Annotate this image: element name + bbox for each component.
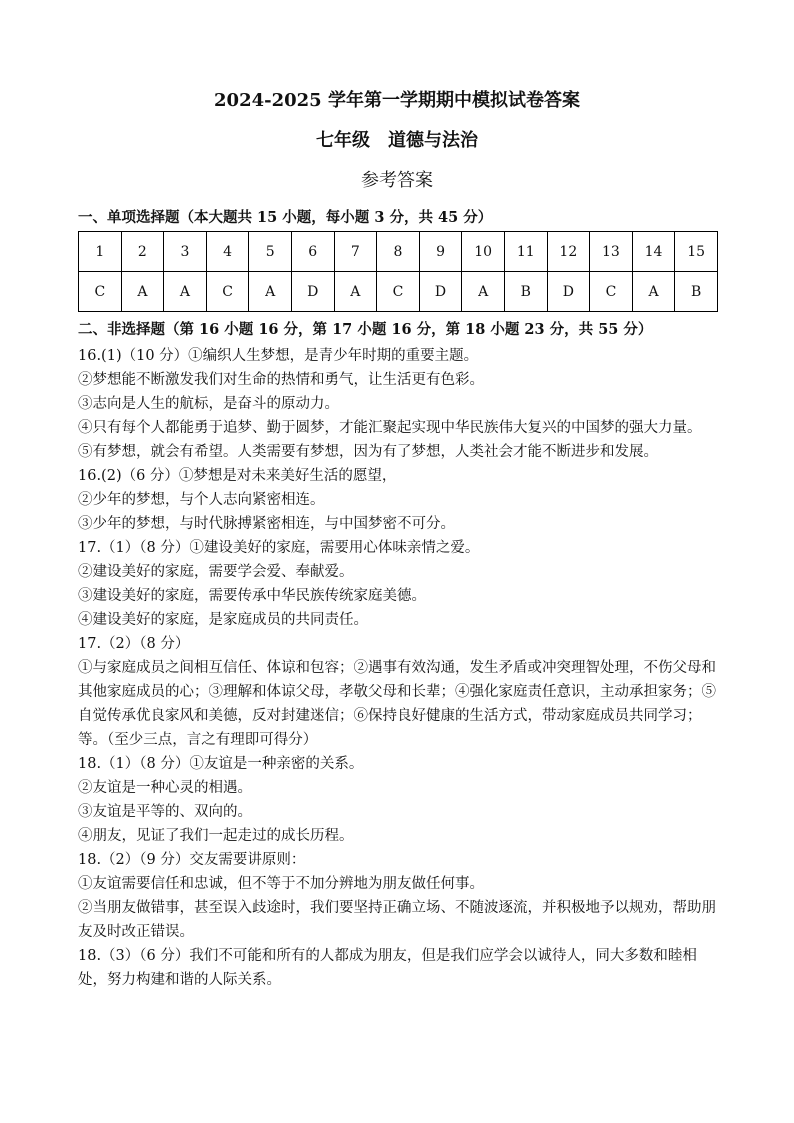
answer-line: 17.（2）（8 分） (78, 636, 190, 652)
answer-cell: A (462, 272, 505, 312)
answer-cell: B (504, 272, 547, 312)
answer-cell: A (249, 272, 292, 312)
answer-cell: C (377, 272, 420, 312)
answer-table (78, 231, 718, 312)
answer-cell: C (206, 272, 249, 312)
answer-cell: D (291, 272, 334, 312)
answer-line: ②当朋友做错事，甚至误入歧途时，我们要坚持正确立场、不随波逐流，并积极地予以规劝，帮助朋友及时改正错误。 (78, 900, 716, 940)
answer-line: ③少年的梦想，与时代脉搏紧密相连，与中国梦密不可分。 (78, 516, 455, 532)
answer-cell: C (590, 272, 633, 312)
question-number: 7 (334, 232, 377, 272)
answer-line: ②梦想能不断激发我们对生命的热情和勇气，让生活更有色彩。 (78, 372, 484, 388)
section-heading-nonchoice: 二、非选择题（第 16 小题 16 分，第 17 小题 16 分，第 18 小题 23 分，共 55 分） (78, 321, 653, 338)
answer-cell: B (675, 272, 718, 312)
question-number: 1 (79, 232, 122, 272)
question-number: 10 (462, 232, 505, 272)
question-number: 9 (419, 232, 462, 272)
answer-line: ④朋友，见证了我们一起走过的成长历程。 (78, 828, 354, 844)
answer-line: ④只有每个人都能勇于追梦、勤于圆梦，才能汇聚起实现中华民族伟大复兴的中国梦的强大力量。 (78, 420, 702, 436)
question-number: 13 (590, 232, 633, 272)
answer-line: ③友谊是平等的、双向的。 (78, 804, 252, 820)
document-subtitle: 七年级 道德与法治 (316, 130, 478, 151)
question-number: 6 (291, 232, 334, 272)
answer-line: ②少年的梦想，与个人志向紧密相连。 (78, 492, 325, 508)
question-number: 4 (206, 232, 249, 272)
answer-line: ⑤有梦想，就会有希望。人类需要有梦想，因为有了梦想，人类社会才能不断进步和发展。 (78, 444, 658, 460)
answer-line: 18.（1）（8 分）①友谊是一种亲密的关系。 (78, 756, 364, 772)
answer-line: 18.（3）（6 分）我们不可能和所有的人都成为朋友，但是我们应学会以诚待人，同大多数和睦相处，努力构建和谐的人际关系。 (78, 948, 697, 988)
answer-row (79, 272, 718, 312)
question-number: 11 (504, 232, 547, 272)
question-number: 8 (377, 232, 420, 272)
answer-cell: D (547, 272, 590, 312)
question-number-row (79, 232, 718, 272)
answer-cell: D (419, 272, 462, 312)
document-title: 2024-2025 学年第一学期期中模拟试卷答案 (214, 90, 580, 111)
document-subtitle-answers: 参考答案 (361, 170, 433, 191)
answer-line: ①友谊需要信任和忠诚，但不等于不加分辨地为朋友做任何事。 (78, 876, 484, 892)
answer-line: ③志向是人生的航标，是奋斗的原动力。 (78, 396, 339, 412)
answer-line: ①与家庭成员之间相互信任、体谅和包容；②遇事有效沟通，发生矛盾或冲突理智处理，不伤父母和其他家庭成员的心；③理解和体谅父母，孝敬父母和长辈；④强化家庭责任意识，主动承担家务；⑤自觉传承优良家风和美德，反对封建迷信；⑥保持良好健康的生活方式，带动家庭成员共同学习；等。（至少三点，言之有理即可得分） (78, 660, 716, 748)
answer-line: 16.(2)（6 分）①梦想是对未来美好生活的愿望， (78, 468, 397, 484)
question-number: 5 (249, 232, 292, 272)
answer-body (78, 344, 720, 992)
question-number: 3 (164, 232, 207, 272)
answer-line: 18.（2）（9 分）交友需要讲原则： (78, 852, 306, 868)
question-number: 2 (121, 232, 164, 272)
answer-line: 17.（1）（8 分）①建设美好的家庭，需要用心体味亲情之爱。 (78, 540, 480, 556)
answer-cell: A (164, 272, 207, 312)
question-number: 15 (675, 232, 718, 272)
answer-line: 16.(1)（10 分）①编织人生梦想，是青少年时期的重要主题。 (78, 348, 479, 364)
answer-line: ②友谊是一种心灵的相遇。 (78, 780, 252, 796)
answer-cell: A (632, 272, 675, 312)
answer-cell: A (334, 272, 377, 312)
section-heading-choice: 一、单项选择题（本大题共 15 小题，每小题 3 分，共 45 分） (78, 209, 493, 226)
question-number: 14 (632, 232, 675, 272)
answer-cell: A (121, 272, 164, 312)
answer-line: ②建设美好的家庭，需要学会爱、奉献爱。 (78, 564, 354, 580)
answer-cell: C (79, 272, 122, 312)
answer-line: ④建设美好的家庭，是家庭成员的共同责任。 (78, 612, 368, 628)
answer-line: ③建设美好的家庭，需要传承中华民族传统家庭美德。 (78, 588, 426, 604)
question-number: 12 (547, 232, 590, 272)
